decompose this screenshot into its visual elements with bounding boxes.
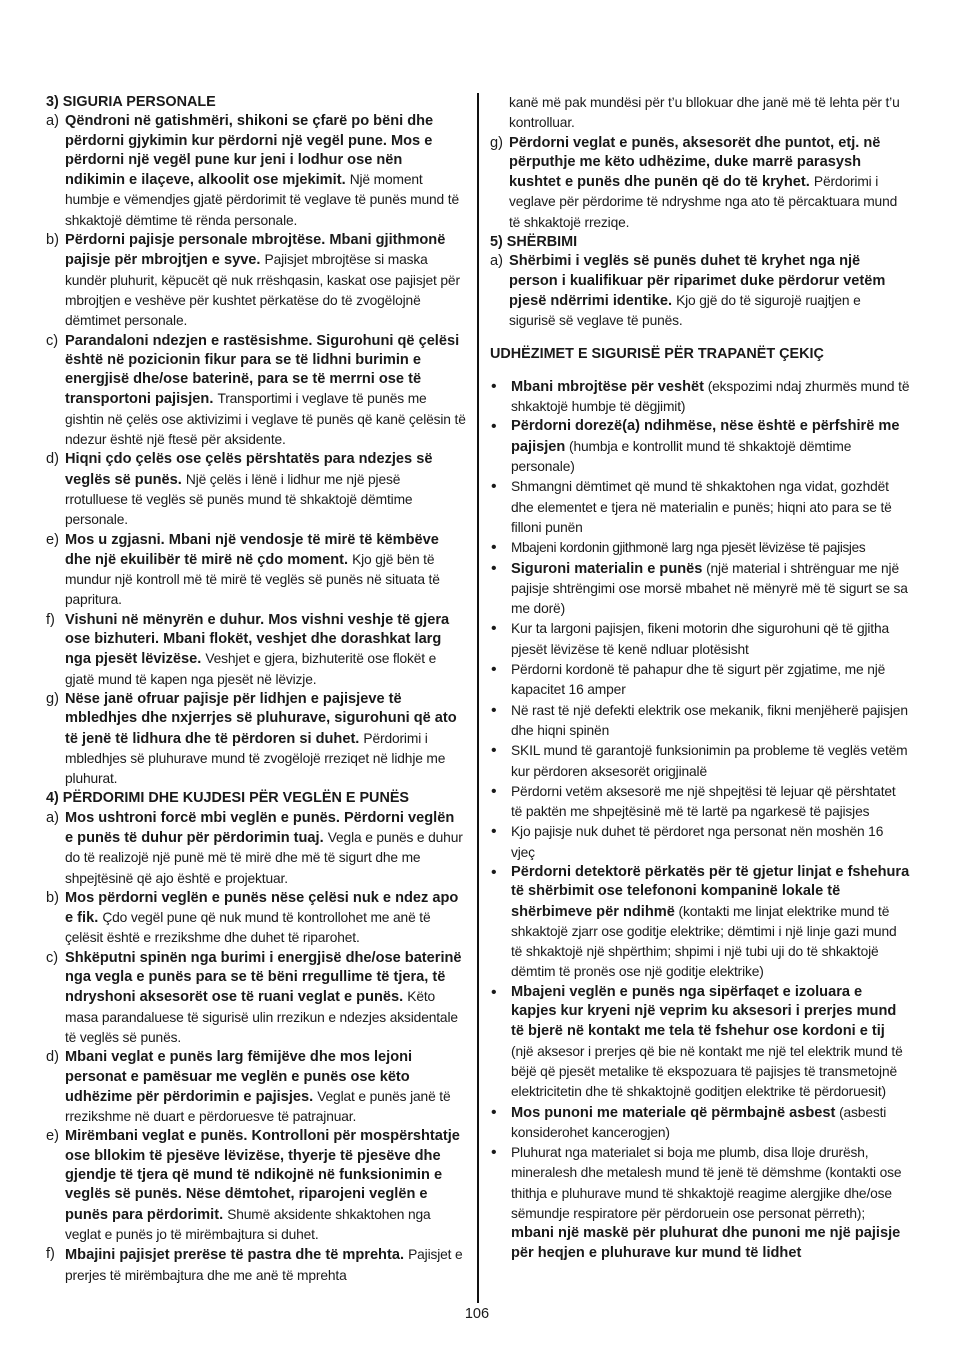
item-bold-text: Hiqni çdo çelës ose çelës përshtatës para ndezjes së veglës së punës. [65,451,433,488]
list-item-4g [490,134,910,233]
item-text: Një çelës i lënë i lidhur me një pjesë rrotulluese të veglës së punës mund të shkaktojë dëmtime personale. [65,471,413,528]
bullet-text: Përdorni kordonë të pahapur dhe të sigurt për zgjatime, me një kapacitet 16 amper [511,662,886,698]
item-bold-text: Parandaloni ndezjen e rastësishme. Sigurohuni që çelësi është në pozicionin fikur para se të lidhni burimin e energjisë dhe/ose baterinë, para se të merrni ose të transportoni pajisjen. [65,332,460,408]
bullet-item [490,477,910,538]
bullet-icon: • [491,1103,497,1121]
item-text: Veshjet e gjera, bizhuteritë ose flokët e gjatë mund të kapen nga pjesët në lëvizje. [65,651,437,687]
list-item-4a [46,809,466,889]
item-bold-text: Përdorni pajisje personale mbrojtëse. Mbani gjithmonë pajisje për mbrojtjen e syve. [65,232,446,269]
item-letter: c) [46,949,59,966]
item-letter: a) [46,809,59,826]
bullet-icon: • [491,742,497,760]
bullet-item [490,538,910,558]
item-bold-text: Shkëputni spinën nga burimi i energjisë dhe/ose baterinë nga vegla e punës para se të bëni rregullime të tjera, të ndryshoni aksesorët ose të ruani veglat e punës. [65,949,462,1006]
bullet-bold-text: Mbani mbrojtëse për veshët [511,378,705,395]
left-column [46,93,466,1286]
right-column [490,93,910,1263]
item-letter: b) [46,232,59,249]
bullet-bold-tail: mbani një maskë për pluhurat dhe punoni me një pajisje për heqjen e pluhurave kur mund të lidhet [511,1225,901,1261]
bullet-text: SKIL mund të garantojë funksionimin pa probleme të veglës vetëm kur përdoren aksesorët origjinalë [511,743,908,779]
item-bold-text: Shërbimi i veglës së punës duhet të kryhet nga një person i kualifikuar për riparimet duke përdorur vetëm pjesë ndërrimi identike. [509,253,886,309]
item-text: Kjo gjë bën të mundur një kontroll më të mirë të veglës së punës në situata të papritura. [65,551,440,608]
item-text: Pajisjet mbrojtëse si maska kundër pluhurit, këpucët që nuk rrëshqasin, kaskat ose pajisjet për mbrojtjen e veshëve për kushtet përkatëse do të zvogëlojnë dëmtimet personale. [65,252,460,329]
bullet-icon: • [491,782,497,800]
bullet-item [490,1103,910,1144]
bullet-list [490,377,910,1263]
bullet-text: Mbajeni kordonin gjithmonë larg nga pjesët lëvizëse të pajisjes [511,540,866,556]
item-text: Vegla e punës e duhur do të realizojë një punë më të mirë dhe më të sigurt dhe me shpejtësinë që ajo është e projektuar. [65,829,463,886]
item-text: Pajisjet e prerjes të mirëmbajtura dhe me anë të mprehta [65,1247,463,1283]
bullet-item [490,983,910,1103]
item-letter: g) [46,690,59,707]
bullet-text: Në rast të një defekti elektrik ose mekanik, fikni menjëherë pajisjen dhe hiqni spinën [511,702,908,738]
list-item-3f [46,611,466,690]
list-item-5a [490,252,910,331]
bullet-text: Shmangni dëmtimet që mund të shkaktohen nga vidat, gozhdët dhe elementet e tjera në materialin e punës; hiqni ato para se të filloni punën [511,479,892,535]
item-letter: d) [46,451,59,468]
item-bold-text: Mos u zgjasni. Mbani një vendosje të mirë të këmbëve dhe një ekuilibër të mirë në çdo moment. [65,531,439,568]
bullet-item [490,782,910,823]
bullet-bold-text: Mbajeni veglën e punës nga sipërfaqet e izoluara e kapjes kur kryeni një veprim ku aksesori i prerjes mund të bjerë në kontakt me tela të fshehur ose kordoni e tij [511,983,897,1040]
item-bold-text: Nëse janë ofruar pajisje për lidhjen e pajisjeve të mbledhjes dhe nxjerrjes së pluhurave, sigurohuni që ato të jenë të lidhura dhe të përdoren si duhet. [65,690,457,747]
bullet-icon: • [491,863,497,881]
list-item-4f-continued [490,93,910,134]
item-text: kanë më pak mundësi për t’u bllokuar dhe janë më të lehta për t’u kontrolluar. [509,95,900,131]
bullet-icon: • [491,620,497,638]
list-item-3e [46,531,466,611]
bullet-icon: • [491,539,497,557]
item-letter: e) [46,1128,59,1145]
drill-safety-heading: UDHËZIMET E SIGURISË PËR TRAPANËT ÇEKIÇ [490,345,824,362]
bullet-item [490,660,910,701]
item-text: Veglat e punës janë të rrezikshme në duart e përdoruesve të patrajnuar. [65,1088,451,1125]
section-5-heading: 5) SHËRBIMI [490,234,578,251]
bullet-item [490,863,910,983]
bullet-icon: • [491,559,497,577]
bullet-icon: • [491,823,497,841]
item-text: Shumë aksidente shkaktohen nga veglat e punës jo të mirëmbajtura si duhet. [65,1206,431,1242]
bullet-item [490,559,910,620]
list-item-3d [46,450,466,530]
bullet-icon: • [491,661,497,679]
bullet-icon: • [491,1144,497,1162]
bullet-text: Kjo pajisje nuk duhet të përdoret nga personat nën moshën 16 vjeç [511,824,884,860]
item-letter: a) [46,113,59,130]
list-item-3c [46,332,466,451]
bullet-item [490,701,910,742]
item-letter: e) [46,531,59,548]
item-bold-text: Përdorni veglat e punës, aksesorët dhe puntot, etj. në përputhje me këto udhëzime, duke marrë parasysh kushtet e punës dhe punën që do të kryhet. [509,134,881,191]
item-bold-text: Qëndroni në gatishmëri, shikoni se çfarë po bëni dhe përdorni gjykimin kur përdorni një vegël pune. Mos e përdorni një vegël pune kur jeni i lodhur ose nën ndikimin e ilaçeve, alkoolit ose mjekimit. [65,113,434,189]
bullet-icon: • [491,377,497,395]
item-bold-text: Vishuni në mënyrën e duhur. Mos vishni veshje të gjera ose bizhuteri. Mbani flokët, veshjet dhe dorashkat larg nga pjesët lëvizëse. [65,611,450,668]
bullet-text: (një material i shtrënguar me një pajisje shtrëngimi ose morsë mbahet në mënyrë më të sigurt se sa me dorë) [511,560,908,617]
bullet-icon: • [491,701,497,719]
item-text: Përdorimi i mbledhjes së pluhurave mund të zvogëlojë rreziqet në lidhje me pluhurat. [65,730,446,787]
list-item-4d [46,1048,466,1127]
list-item-3a [46,112,466,231]
list-item-4e [46,1127,466,1245]
bullet-icon: • [491,418,497,436]
bullet-item [490,741,910,782]
list-item-3b [46,231,466,331]
item-bold-text: Mbani veglat e punës larg fëmijëve dhe mos lejoni personat e pamësuar me veglën e punës ose këto udhëzime për përdorimin e pajisjes. [65,1049,413,1105]
item-letter: c) [46,332,59,349]
item-letter: f) [46,611,55,628]
list-item-4c [46,949,466,1048]
list-item-4f [46,1245,466,1286]
list-item-3g [46,690,466,789]
item-letter: f) [46,1246,55,1263]
item-bold-text: Mos ushtroni forcë mbi veglën e punës. Përdorni veglën e punës të duhur për përdorimin tuaj. [65,809,455,846]
column-divider [477,93,479,1303]
section-3-heading: 3) SIGURIA PERSONALE [46,94,216,110]
bullet-text: (humbja e kontrollit mund të shkaktojë dëmtime personale) [511,438,852,475]
bullet-bold-text: Mos punoni me materiale që përmbajnë asbest [511,1104,836,1121]
item-text: Një moment humbje e vëmendjes gjatë përdorimit të veglave të punës mund të shkaktojë dëmtime të rënda personale. [65,172,459,228]
item-bold-text: Mirëmbani veglat e punës. Kontrolloni për mospërshtatje ose bllokim të pjesëve lëvizëse, thyerje të pjesëve dhe gjendje të tjera që mund të ndikojnë në funksionimin e veglës së punës. Nëse dëmtohet, riparojeni veglën e punës para përdorimit. [65,1128,460,1223]
bullet-bold-text: Përdorni dorezë(a) ndihmëse, nëse është e përfshirë me pajisjen [511,418,900,455]
item-letter: g) [490,134,503,151]
bullet-bold-text: Përdorni detektorë përkatës për të gjetur linjat e fshehura të shërbimit ose telefononi kompaninë lokale të shërbimeve për ndihmë [511,863,910,920]
bullet-text: (një aksesor i prerjes që bie në kontakt me një tel elektrik mund të bëjë që pjesët metalike të ekspozuara të pajisjes të transmetojnë elektricitetin dhe të shkaktojnë goditjen elektrike të përdoruesit) [511,1043,903,1100]
bullet-item [490,619,910,660]
bullet-text: Pluhurat nga materialet si boja me plumb, disa lloje drurësh, mineralesh dhe metalesh mund të jenë të dëmshme (kontakti ose thithja e pluhurave mund të shkaktojë reagime alergjike dhe/ose sëmundje respiratore për përdoruein ose personat përreth); [511,1145,902,1222]
section-4-heading: 4) PËRDORIMI DHE KUJDESI PËR VEGLËN E PUNËS [46,790,410,807]
item-bold-text: Mbajini pajisjet prerëse të pastra dhe të mprehta. [65,1247,405,1264]
item-letter: b) [46,889,59,906]
bullet-item [490,822,910,863]
bullet-icon: • [491,983,497,1001]
item-bold-text: Mos përdorni veglën e punës nëse çelësi nuk e ndez apo e fik. [65,889,459,927]
bullet-icon: • [491,478,497,496]
item-text: Këto masa parandaluese të sigurisë ulin rrezikun e ndezjes aksidentale të veglës së punës. [65,989,458,1045]
bullet-text: Kur ta largoni pajisjen, fikeni motorin dhe sigurohuni që të gjitha pjesët lëvizëse të kenë ndluar plotësisht [511,621,890,657]
item-letter: d) [46,1049,59,1066]
bullet-text: (kontakti me linjat elektrike mund të shkaktojë zjarr ose goditje elektrike; dëmtimi i një linje gazi mund të shkaktojë një shpërthim; shpimi i një tubi uji do të shkaktojë dëmtim të pronës ose një goditje elektrike) [511,903,897,980]
item-text: Transportimi i veglave të punës me gishtin në çelës ose aktivizimi i veglave të punës që kanë çelësin të ndezur është një ftesë për aksidente. [65,391,466,448]
bullet-bold-text: Siguroni materialin e punës [511,560,703,577]
list-item-4b [46,889,466,949]
item-letter: a) [490,253,503,270]
item-text: Përdorimi i veglave për përdorime të ndryshme nga ato të përcaktuara mund të shkaktojë rreziqe. [509,174,898,230]
bullet-text: (ekspozimi ndaj zhurmës mund të shkaktojë humbje të dëgjimit) [511,378,910,415]
bullet-item [490,1143,910,1263]
item-text: Çdo vegël pune që nuk mund të kontrollohet me anë të çelësit është e rrezikshme dhe duhet të riparohet. [65,910,431,946]
item-text: Kjo gjë do të sigurojë ruajtjen e sigurisë së veglave të punës. [509,292,861,329]
bullet-item [490,417,910,477]
page-number: 106 [464,1306,490,1322]
bullet-text: Përdorni vetëm aksesorë me një shpejtësi të lejuar që përshtatet të paktën me shpejtësinë më të lartë pa ngarkesë të pajisjes [511,783,896,820]
bullet-text: (asbesti konsiderohet kancerogjen) [511,1104,887,1140]
bullet-item [490,377,910,418]
